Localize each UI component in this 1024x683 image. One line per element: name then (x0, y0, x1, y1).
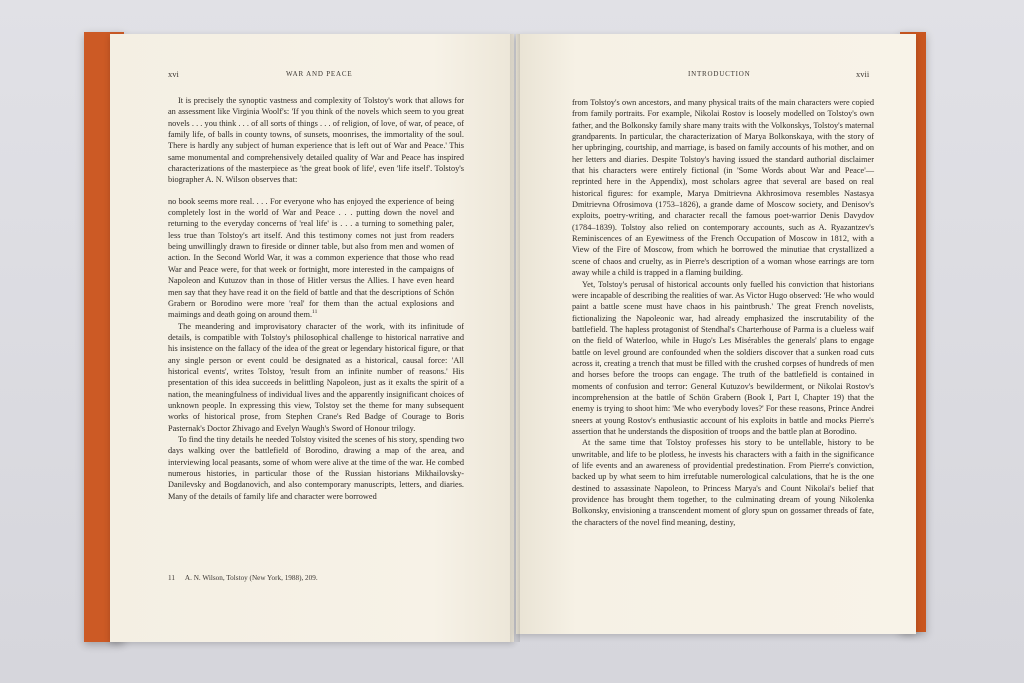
footnote-marker: 11 (312, 309, 318, 316)
right-paragraph-2: Yet, Tolstoy's perusal of historical accounts only fuelled his conviction that historians were incapable of describing the realities of war. As Victor Hugo observed: 'He who would paint a battle scene must have chaos in his paintbrush.' The great French novelists, fictionalizing the Napoleonic war, had already emphasized the inscrutability of the battlefield. The hapless protagonist of Stendhal's Charterhouse of Parma is a clueless waif on the field of Waterloo, while in Hugo's Les Misérables the generals' plans to engage battle on level ground are confounded when the soldiers discover that a sunken road cuts across it, creating a trench that must be filled with the crushed corpses of hundreds of men and horses before the troops can engage. The truth of the battlefield is contained in moments of confusion and terror: General Kutuzov's bewilderment, or Nikolai Rostov's incomprehension at the battle of Schön Grabern (Book I, Part I, Chapter 19) that the enemy is trying to shoot him: 'Me who everybody loves?' For these reasons, Prince Andrei sneers at young Rostov's enthusiastic account of his exploits in battle and mocks Pierre's assertion that he understands the disposition of troops and the battle plan at Borodino. (572, 279, 874, 436)
footnote-number: 11 (168, 574, 175, 582)
left-page (110, 34, 514, 642)
left-body-text (168, 95, 464, 502)
left-paragraph-1: It is precisely the synoptic vastness and complexity of Tolstoy's work that allows for an assessment like Virginia Woolf's: 'If you think of the novels which seem to you great novels . . . you think . . . of all sorts of things . . . of religion, of love, of war, of peace, of family life, of balls in county towns, of sunsets, moonrises, the immortality of the soul. There is hardly any subject of human experience that is left out of War and Peace.' This same monumental and comprehensively detailed quality of War and Peace has inspired characterizations of the masterpiece as 'the great book of life', even 'life itself'. Tolstoy's biographer A. N. Wilson observes that: (168, 96, 464, 185)
right-running-head: INTRODUCTION (688, 70, 751, 78)
right-paragraph-1: from Tolstoy's own ancestors, and many physical traits of the main characters were copied from family portraits. For example, Nikolai Rostov is loosely modelled on Tolstoy's own father, and the Bolkonsky family share many traits with the Volkonskys, Tolstoy's maternal grandparents. In particular, the characterization of Marya Bolkonskaya, with the story of her upbringing, courtship, and marriage, is based on family accounts of his mother, and on her letters and diaries. Despite Tolstoy's having issued the standard authorial disclaimer that his characters were entirely fictional (in 'Some Words about War and Peace'—reprinted here in the Appendix), most scholars agree that several are based on real historical figures: for example, Marya Dmitrievna Akhrosimova resembles Nastasya Dmitrievna Ofrosimova (1753–1826), a grande dame of Moscow society, and Denisov's exploits, poetry-writing, and character recall the famous poet-warrior Denis Davydov (1784–1839). Tolstoy also relied on contemporary accounts, such as A. Ryazantzev's Reminiscences of an Eyewitness of the French Occupation of Moscow in 1812, with a View of the Fire of Moscow, from which he borrowed the minutiae that crystallized a scene of chaos and cruelty, as in Pierre's description of a woman whose earrings are torn away while a child is trapped in a flaming building. (572, 98, 874, 278)
footnote (168, 574, 464, 583)
book-gutter (510, 34, 520, 642)
right-body-text (572, 97, 874, 528)
left-paragraph-3: To find the tiny details he needed Tolstoy visited the scenes of his story, spending two days walking over the battlefield of Borodino, drawing a map of the area, and interviewing local peasants, some of whom were alive at the time of the war. He combed numerous histories, in particular those of the Russian historians Mikhailovsky-Danilevsky and Bogdanovich, and also contemporary manuscripts, letters, and diaries. Many of the details of family life and character were borrowed (168, 434, 464, 501)
block-quote-text: no book seems more real. . . . For everyone who has enjoyed the experience of being completely lost in the world of War and Peace . . . putting down the novel and returning to the everyday concerns of 'real life' is . . . a turning to something paler, less true than Tolstoy's art itself. And this testimony comes not just from readers being unwillingly drawn to fireside or dinner table, but also from men and women of action. In the Second World War, it was a common experience that those who read War and Peace were, for that week or fortnight, more interested in the campaigns of Napoleon and Kutuzov than in those of Hitler versus the Allies. I have even heard men say that they have read it on the field of battle and that the descriptions of Schön Grabern or Borodino were more 'real' for them than the actual explosions and maimings and death going on around them. (168, 196, 454, 320)
left-running-head: WAR AND PEACE (286, 70, 353, 78)
block-quote (168, 196, 464, 321)
right-folio: xvii (856, 69, 870, 79)
left-folio: xvi (168, 69, 179, 79)
right-paragraph-3: At the same time that Tolstoy professes his story to be untellable, history to be unwritable, and life to be plotless, he invests his characters with a faith in the significance of life events and an awareness of providential predestination. From Pierre's conviction, backed up by what seem to him irrefutable numerological calculations, that he is the one destined to assassinate Napoleon, to Princess Marya's and Count Nikolai's belief that providence has brought them together, to the culminating dream of young Nikolenka Bolkonsky, envisioning a transcendent moment of glory spun on gossamer threads of fate, the characters of the novel find meaning, destiny, (572, 438, 874, 527)
left-paragraph-2: The meandering and improvisatory character of the work, with its infinitude of details, is compatible with Tolstoy's philosophical challenge to historical narrative and his insistence on the fallacy of the idea of the great or legendary historical figure, or that any single person or event could be designated as a historical, causal force: 'All historical events', writes Tolstoy, 'result from an infinite number of reasons.' His presentation of this idea succeeds in belittling Napoleon, just as it exalts the spirit of a nation, the meaningfulness of individual lives and the apparently insignificant choices of unknown people. In expressing this view, Tolstoy set the theme for many subsequent works of historical prose, from Stephen Crane's Red Badge of Courage to Boris Pasternak's Doctor Zhivago and Evelyn Waugh's Sword of Honour trilogy. (168, 321, 464, 433)
right-page (516, 34, 916, 634)
footnote-text: A. N. Wilson, Tolstoy (New York, 1988), 209. (184, 574, 318, 582)
